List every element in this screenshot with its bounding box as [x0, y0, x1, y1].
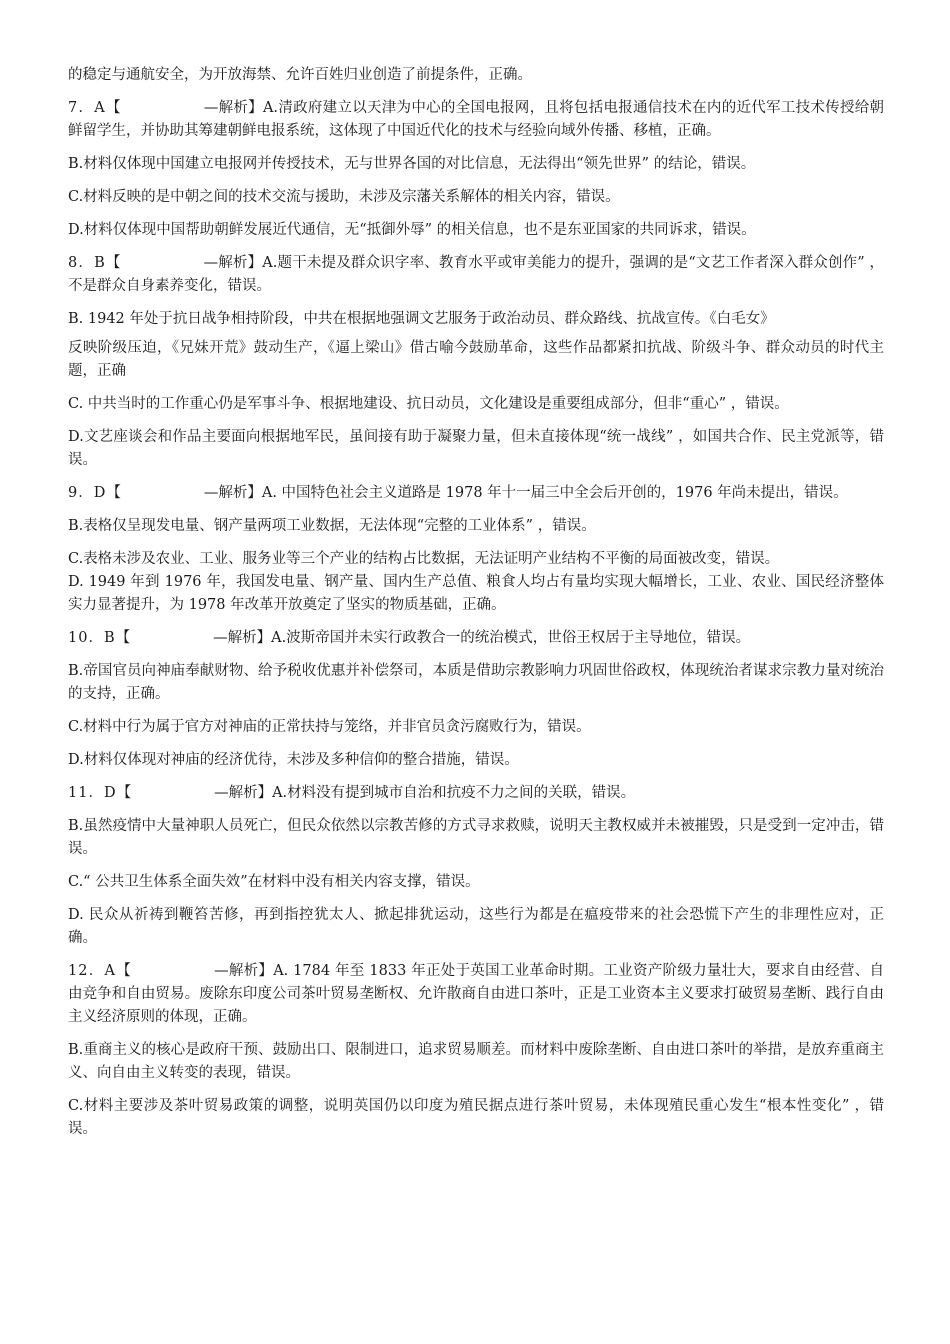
question-number: 8．B【 — [68, 255, 122, 271]
analysis-text: A. 1784 年至 1833 年正处于英国工业革命时期。工业资产阶级力量壮大，要求自由经营、自由竞争和自由贸易。废除东印度公司茶叶贸易垄断权、允许散商自由进口茶叶，正是工业资本主义要求打破贸易垄断、践行自由主义经济原则的体现，正确。 — [68, 963, 884, 1025]
question-12-answer — [68, 960, 884, 1029]
analysis-text: A.材料没有提到城市自治和抗疫不力之间的关联，错误。 — [272, 785, 636, 801]
paragraph: D.文艺座谈会和作品主要面向根据地军民，虽间接有助于凝聚力量，但未直接体现“统一战线” ，如国共合作、民主党派等，错误。 — [68, 429, 884, 468]
paragraph: C.表格未涉及农业、工业、服务业等三个产业的结构占比数据，无法证明产业结构不平衡的局面被改变，错误。 — [68, 551, 780, 567]
analysis-tag: —解析】 — [203, 485, 262, 501]
paragraph: D. 1949 年到 1976 年，我国发电量、钢产量、国内生产总值、粮食人均占有量均实现大幅增长，工业、农业、国民经济整体实力显著提升，为 1978 年改革开放奠定了坚实的物质基础，正确。 — [68, 574, 884, 613]
question-number: 12．A【 — [68, 963, 133, 979]
paragraph: C.材料主要涉及茶叶贸易政策的调整，说明英国仍以印度为殖民据点进行茶叶贸易，未体现殖民重心发生“根本性变化” ，错误。 — [68, 1098, 884, 1137]
analysis-tag: —解析】 — [214, 963, 274, 979]
paragraph: D.材料仅体现对神庙的经济优待，未涉及多种信仰的整合措施，错误。 — [68, 752, 519, 768]
question-7-answer — [68, 97, 884, 143]
question-8-answer — [68, 252, 884, 298]
paragraph: 反映阶级压迫，《兄妹开荒》鼓动生产，《逼上梁山》借古喻今鼓励革命，这些作品都紧扣抗战、阶级斗争、群众动员的时代主题，正确 — [68, 340, 884, 379]
paragraph: C. 中共当时的工作重心仍是军事斗争、根据地建设、抗日动员，文化建设是重要组成部分，但非“重心” ，错误。 — [68, 396, 789, 412]
paragraph: B.表格仅呈现发电量、钢产量两项工业数据，无法体现“完整的工业体系” ，错误。 — [68, 518, 596, 534]
analysis-tag: —解析】 — [203, 100, 263, 116]
paragraph: B.帝国官员向神庙奉献财物、给予税收优惠并补偿祭司，本质是借助宗教影响力巩固世俗政权，体现统治者谋求宗教力量对统治的支持，正确。 — [68, 663, 884, 702]
paragraph: B.重商主义的核心是政府干预、鼓励出口、限制进口，追求贸易顺差。而材料中废除垄断、自由进口茶叶的举措，是放弃重商主义、向自由主义转变的表现，错误。 — [68, 1042, 884, 1081]
question-11-answer — [68, 782, 884, 805]
paragraph: B. 1942 年处于抗日战争相持阶段，中共在根据地强调文艺服务于政治动员、群众路线、抗战宣传。《白毛女》 — [68, 311, 775, 327]
analysis-text: A.清政府建立以天津为中心的全国电报网，且将包括电报通信技术在内的近代军工技术传授给朝鲜留学生，并协助其筹建朝鲜电报系统，这体现了中国近代化的技术与经验向域外传播、移植，正确。 — [68, 100, 885, 139]
analysis-text: A.题干未提及群众识字率、教育水平或审美能力的提升，强调的是“文艺工作者深入群众创作” ，不是群众自身素养变化，错误。 — [68, 255, 884, 294]
question-9-answer — [68, 482, 884, 505]
paragraph: C.材料中行为属于官方对神庙的正常扶持与笼络，并非官员贪污腐败行为，错误。 — [68, 719, 591, 735]
analysis-text: A.波斯帝国并未实行政教合一的统治模式，世俗王权居于主导地位，错误。 — [271, 630, 751, 646]
question-10-answer — [68, 627, 884, 650]
question-number: 7．A【 — [68, 100, 122, 116]
paragraph: C.材料反映的是中朝之间的技术交流与援助，未涉及宗藩关系解体的相关内容，错误。 — [68, 189, 620, 205]
question-number: 11．D【 — [68, 785, 133, 801]
analysis-text: A. 中国特色社会主义道路是 1978 年十一届三中全会后开创的，1976 年尚未提出，错误。 — [261, 485, 848, 501]
paragraph: D.材料仅体现中国帮助朝鲜发展近代通信，无“抵御外辱” 的相关信息，也不是东亚国家的共同诉求，错误。 — [68, 222, 756, 238]
question-number: 9．D【 — [68, 485, 122, 501]
paragraph: 的稳定与通航安全，为开放海禁、允许百姓归业创造了前提条件，正确。 — [68, 67, 532, 83]
paragraph: C.“ 公共卫生体系全面失效”在材料中没有相关内容支撑，错误。 — [68, 874, 480, 890]
question-number: 10．B【 — [68, 630, 132, 646]
paragraph: B.虽然疫情中大量神职人员死亡，但民众依然以宗教苦修的方式寻求救赎，说明天主教权威并未被摧毁，只是受到一定冲击，错误。 — [68, 818, 884, 857]
analysis-tag: —解析】 — [213, 630, 272, 646]
paragraph: D. 民众从祈祷到鞭笞苦修，再到指控犹太人、掀起排犹运动，这些行为都是在瘟疫带来的社会恐慌下产生的非理性应对，正确。 — [68, 907, 884, 946]
paragraph: B.材料仅体现中国建立电报网并传授技术，无与世界各国的对比信息，无法得出“领先世界” 的结论，错误。 — [68, 156, 756, 172]
analysis-tag: —解析】 — [203, 255, 263, 271]
analysis-tag: —解析】 — [214, 785, 273, 801]
